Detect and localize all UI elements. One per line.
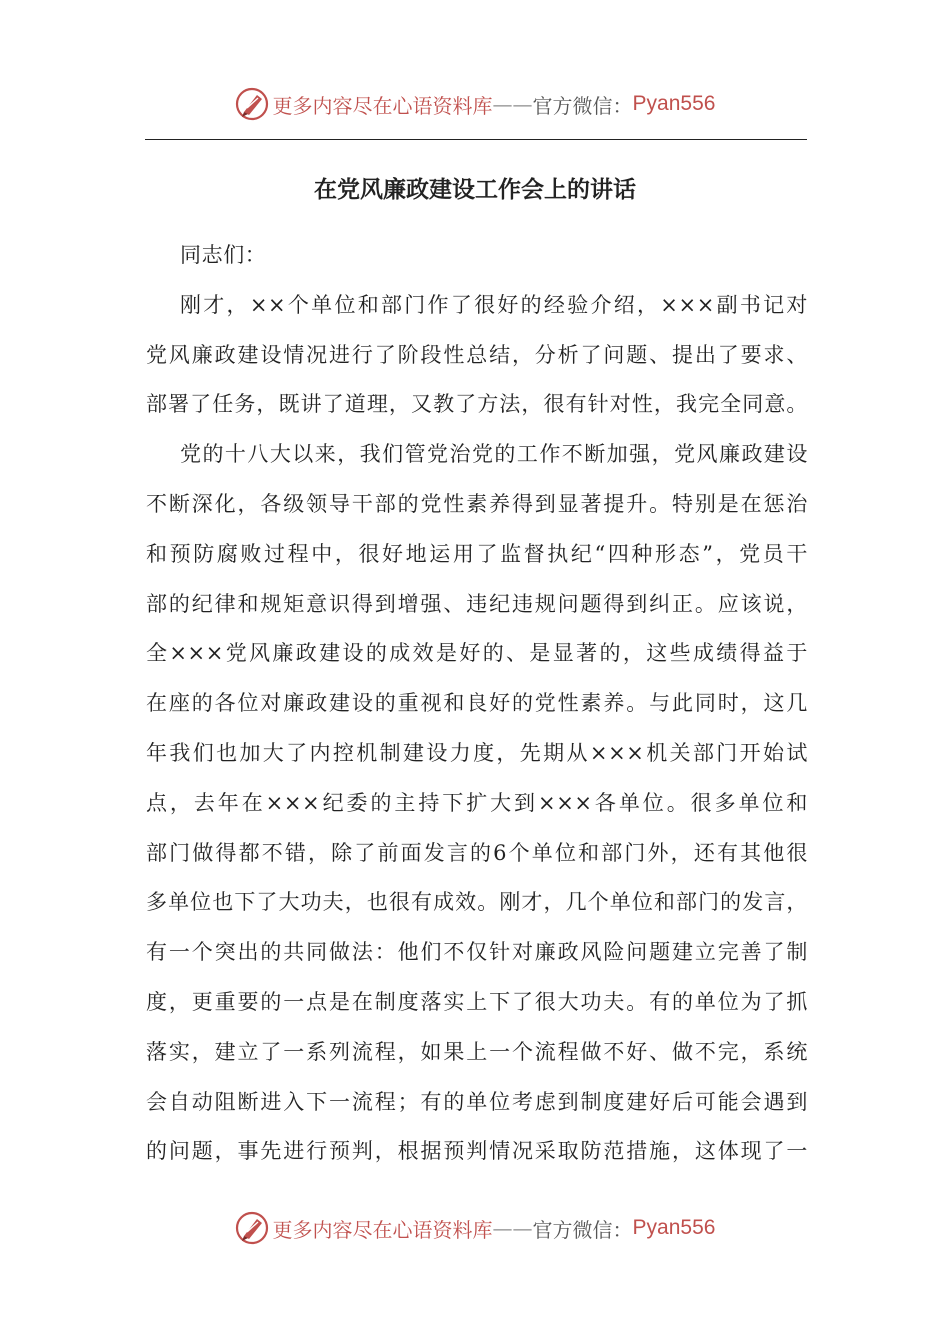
- text-line: 党的十八大以来，我们管党治党的工作不断加强，党风廉政建设: [180, 442, 808, 467]
- text-line: 部的纪律和规矩意识得到增强、违纪违规问题得到纠正。应该说，: [146, 591, 808, 616]
- banner-wechat-id: Pyan556: [632, 1216, 716, 1239]
- text-line: 年我们也加大了内控机制建设力度，先期从×××机关部门开始试: [146, 740, 808, 765]
- banner-text: 更多内容尽在心语资料库: [272, 1217, 493, 1242]
- banner-separator: ——: [492, 92, 533, 116]
- text-line: 有一个突出的共同做法：他们不仅针对廉政风险问题建立完善了制: [146, 940, 808, 965]
- text-line: 刚才，××个单位和部门作了很好的经验介绍，×××副书记对: [180, 292, 808, 317]
- text-line: 部署了任务，既讲了道理，又教了方法，很有针对性，我完全同意。: [146, 392, 808, 417]
- header-divider: [145, 139, 807, 140]
- banner-text: 更多内容尽在心语资料库: [272, 93, 493, 118]
- text-line: 和预防腐败过程中，很好地运用了监督执纪“四种形态”，党员干: [146, 541, 808, 566]
- text-line: 会自动阻断进入下一流程；有的单位考虑到制度建好后可能会遇到: [146, 1089, 808, 1114]
- text-line: 部门做得都不错，除了前面发言的6个单位和部门外，还有其他很: [146, 840, 808, 865]
- banner-separator: ——: [492, 1216, 533, 1240]
- document-body: [146, 231, 808, 1177]
- banner-wechat-label: 官方微信：: [532, 93, 633, 118]
- text-line: 全×××党风廉政建设的成效是好的、是显著的，这些成绩得益于: [146, 641, 808, 666]
- text-line: 点，去年在×××纪委的主持下扩大到×××各单位。很多单位和: [146, 790, 808, 815]
- pen-logo-icon: [235, 1211, 269, 1245]
- text-line: 落实，建立了一系列流程，如果上一个流程做不好、做不完，系统: [146, 1039, 808, 1064]
- pen-logo-icon: [235, 87, 269, 121]
- text-line: 党风廉政建设情况进行了阶段性总结，分析了问题、提出了要求、: [146, 342, 808, 367]
- text-line: 不断深化，各级领导干部的党性素养得到显著提升。特别是在惩治: [146, 491, 808, 516]
- text-line: 在座的各位对廉政建设的重视和良好的党性素养。与此同时，这几: [146, 691, 808, 716]
- banner-wechat-id: Pyan556: [632, 92, 716, 115]
- footer-banner: [0, 1208, 950, 1248]
- text-line: 的问题，事先进行预判，根据预判情况采取防范措施，这体现了一: [146, 1139, 808, 1164]
- text-line: 度，更重要的一点是在制度落实上下了很大功夫。有的单位为了抓: [146, 989, 808, 1014]
- text-line: 多单位也下了大功夫，也很有成效。刚才，几个单位和部门的发言，: [146, 890, 808, 915]
- text-line: 同志们：: [180, 243, 267, 267]
- header-banner: [0, 84, 950, 124]
- banner-wechat-label: 官方微信：: [532, 1217, 633, 1242]
- document-title: 在党风廉政建设工作会上的讲话: [314, 177, 636, 203]
